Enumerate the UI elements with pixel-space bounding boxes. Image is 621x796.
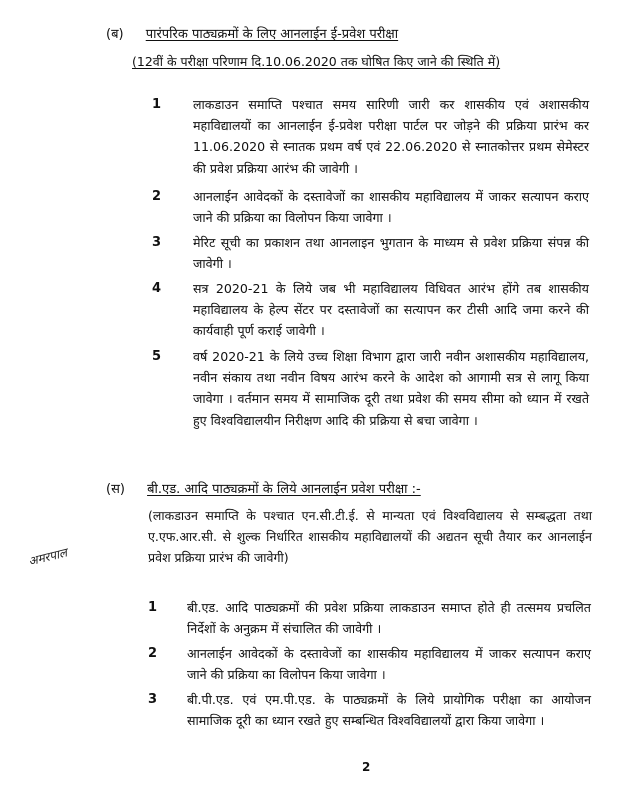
- section-s-heading: [106, 481, 421, 499]
- page-number: 2: [362, 760, 371, 774]
- section-b-item-3-text: मेरिट सूची का प्रकाशन तथा आनलाइन भुगतान के माध्यम से प्रवेश प्रक्रिया संपन्न की जावेगी ।: [193, 235, 589, 272]
- section-s-item-2-number: 2: [148, 646, 158, 661]
- section-s-item-3-number: 3: [148, 692, 158, 707]
- section-s-item-2-text: आनलाईन आवेदकों के दस्तावेजों का शासकीय महाविद्यालय में जाकर सत्यापन कराए जाने की प्रक्रिया का विलोपन किया जावेगा ।: [187, 646, 591, 683]
- section-b-item-5-text: वर्ष 2020-21 के लिये उच्च शिक्षा विभाग द्वारा जारी नवीन अशासकीय महाविद्यालय, नवीन संकाय तथा नवीन विषय आरंभ करने के आदेश को आगामी सत्र से लागू किया जावेगा । वर्तमान समय में सामाजिक दूरी तथा प्रवेश की समय सीमा को ध्यान में रखते हुए विश्वविद्यालयीन निरीक्षण आदि की प्रक्रिया से बचा जावेगा ।: [193, 349, 589, 428]
- section-b-item-1-number: 1: [152, 97, 162, 112]
- section-b-item-4-text: सत्र 2020-21 के लिये जब भी महाविद्यालय विधिवत आरंभ होंगे तब शासकीय महाविद्यालय के हेल्प सेंटर पर दस्तावेजों का सत्यापन कर टीसी आदि जमा करने की कार्यवाही पूर्ण कराई जावेगी ।: [193, 281, 589, 339]
- section-s-item-1-number: 1: [148, 600, 158, 615]
- section-b-heading: [106, 26, 398, 44]
- section-b-item-5-number: 5: [152, 349, 162, 364]
- section-b-item-4-number: 4: [152, 281, 162, 296]
- section-s-title: बी.एड. आदि पाठ्यक्रमों के लिये आनलाईन प्रवेश परीक्षा :-: [147, 482, 421, 497]
- section-s-item-3-text: बी.पी.एड. एवं एम.पी.एड. के पाठ्यक्रमों के लिये प्रायोगिक परीक्षा का आयोजन सामाजिक दूरी का ध्यान रखते हुए सम्बन्धित विश्वविद्यालयों द्वारा किया जावेगा ।: [187, 692, 591, 729]
- section-b-marker: (ब): [106, 27, 124, 42]
- section-b-item-1-text: लाकडाउन समाप्ति पश्चात समय सारिणी जारी कर शासकीय एवं अशासकीय महाविद्यालयों का आनलाईन ई-प्रवेश परीक्षा पार्टल पर जोड़ने की प्रक्रिया प्रारंभ कर 11.06.2020 से स्नातक प्रथम वर्ष एवं 22.06.2020 से स्नातकोत्तर प्रथम सेमेस्टर की प्रवेश प्रक्रिया आरंभ की जावेगी ।: [193, 97, 589, 176]
- section-b-item-2-number: 2: [152, 189, 162, 204]
- section-s-marker: (स): [106, 482, 125, 497]
- section-b-title: पारंपरिक पाठ्यक्रमों के लिए आनलाईन ई-प्रवेश परीक्षा: [145, 27, 399, 42]
- section-b-item-2-text: आनलाईन आवेदकों के दस्तावेजों का शासकीय महाविद्यालय में जाकर सत्यापन कराए जाने की प्रक्रिया का विलोपन किया जावेगा ।: [193, 189, 589, 226]
- section-b-subtitle: (12वीं के परीक्षा परिणाम दि.10.06.2020 तक घोषित किए जाने की स्थिति में): [132, 54, 501, 69]
- section-b-item-3-number: 3: [152, 235, 162, 250]
- handwritten-signature: अमरपाल: [27, 545, 69, 569]
- section-s-item-1-text: बी.एड. आदि पाठ्यक्रमों की प्रवेश प्रक्रिया लाकडाउन समाप्त होते ही तत्समय प्रचलित निर्देशों के अनुक्रम में संचालित की जावेगी ।: [187, 600, 591, 637]
- section-s-subtitle: (लाकडाउन समाप्ति के पश्चात एन.सी.टी.ई. से मान्यता एवं विश्वविद्यालय से सम्बद्धता तथा ए.एफ.आर.सी. से शुल्क निर्धारित शासकीय महाविद्यालयों की अद्यतन सूची तैयार कर आनलाईन प्रवेश प्रक्रिया प्रारंभ की जावेगी): [148, 508, 592, 565]
